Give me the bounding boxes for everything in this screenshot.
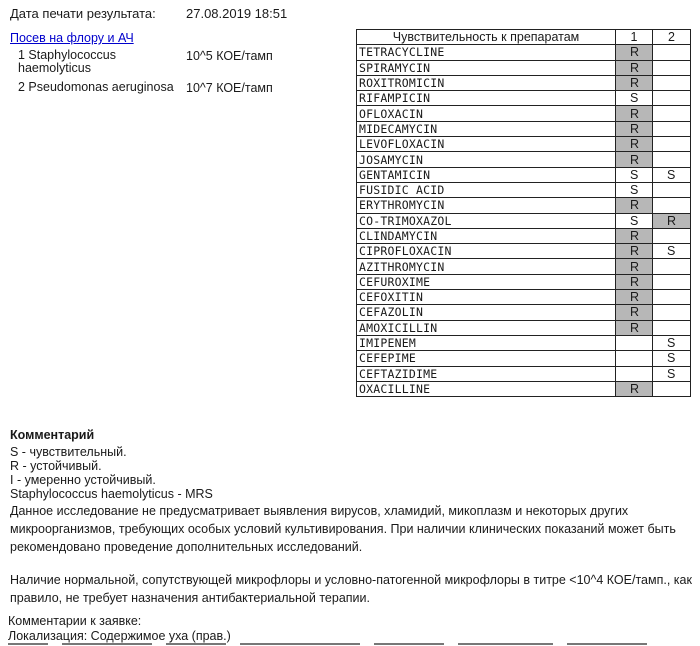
table-row [357, 121, 691, 136]
drug-name-cell: CLINDAMYCIN [357, 228, 616, 243]
result-cell-1: R [616, 290, 653, 305]
result-cell-2 [653, 320, 691, 335]
table-header-row [357, 30, 691, 45]
result-cell-1: R [616, 198, 653, 213]
result-cell-1: R [616, 259, 653, 274]
result-cell-2 [653, 381, 691, 396]
result-cell-1 [616, 366, 653, 381]
result-cell-1 [616, 335, 653, 350]
result-cell-2 [653, 152, 691, 167]
drug-name-cell: OFLOXACIN [357, 106, 616, 121]
result-cell-2 [653, 45, 691, 60]
result-cell-2 [653, 60, 691, 75]
legend-item: Staphylococcus haemolyticus - MRS [10, 487, 213, 501]
table-row [357, 182, 691, 197]
culture-test-link[interactable]: Посев на флору и АЧ [10, 31, 134, 45]
result-cell-1: R [616, 75, 653, 90]
table-row [357, 290, 691, 305]
legend [10, 445, 213, 501]
result-cell-1: R [616, 381, 653, 396]
result-cell-1: R [616, 152, 653, 167]
result-cell-2 [653, 182, 691, 197]
organism-1-count: 10^5 КОЕ/тамп [186, 49, 273, 63]
comment-title: Комментарий [10, 428, 95, 442]
drug-name-cell: TETRACYCLINE [357, 45, 616, 60]
result-cell-2 [653, 137, 691, 152]
result-cell-1: R [616, 228, 653, 243]
result-cell-1: R [616, 274, 653, 289]
result-cell-1: R [616, 137, 653, 152]
drug-name-cell: ROXITROMICIN [357, 75, 616, 90]
request-comments-title: Комментарии к заявке: [8, 614, 142, 628]
legend-item: R - устойчивый. [10, 459, 102, 473]
table-row [357, 137, 691, 152]
table-row [357, 351, 691, 366]
drug-name-cell: CEFTAZIDIME [357, 366, 616, 381]
table-row [357, 106, 691, 121]
legend-item: I - умеренно устойчивый. [10, 473, 156, 487]
sensitivity-table-body [357, 45, 691, 397]
print-date-value: 27.08.2019 18:51 [186, 6, 288, 21]
result-cell-2 [653, 198, 691, 213]
drug-name-cell: CO-TRIMOXAZOL [357, 213, 616, 228]
result-cell-1: R [616, 320, 653, 335]
sensitivity-table [356, 29, 691, 397]
request-localization: Локализация: Содержимое уха (прав.) [8, 629, 231, 643]
result-cell-1 [616, 351, 653, 366]
drug-name-cell: AMOXICILLIN [357, 320, 616, 335]
table-row [357, 259, 691, 274]
result-cell-1: S [616, 167, 653, 182]
drug-name-cell: OXACILLINE [357, 381, 616, 396]
table-row [357, 45, 691, 60]
result-cell-2: S [653, 167, 691, 182]
table-row [357, 167, 691, 182]
drug-name-cell: CIPROFLOXACIN [357, 244, 616, 259]
organism-2-count: 10^7 КОЕ/тамп [186, 81, 273, 95]
table-row [357, 244, 691, 259]
drug-name-cell: SPIRAMYCIN [357, 60, 616, 75]
result-cell-1: S [616, 182, 653, 197]
table-row [357, 228, 691, 243]
table-row [357, 198, 691, 213]
result-cell-2 [653, 91, 691, 106]
drug-name-cell: ERYTHROMYCIN [357, 198, 616, 213]
table-row [357, 60, 691, 75]
drug-name-cell: FUSIDIC ACID [357, 182, 616, 197]
drug-name-cell: CEFUROXIME [357, 274, 616, 289]
result-cell-2 [653, 106, 691, 121]
result-cell-2: R [653, 213, 691, 228]
table-row [357, 274, 691, 289]
result-cell-2: S [653, 351, 691, 366]
result-cell-2 [653, 121, 691, 136]
table-row [357, 91, 691, 106]
table-row [357, 366, 691, 381]
table-row [357, 152, 691, 167]
result-cell-2 [653, 75, 691, 90]
drug-name-cell: GENTAMICIN [357, 167, 616, 182]
drug-name-cell: AZITHROMYCIN [357, 259, 616, 274]
table-title: Чувствительность к препаратам [357, 30, 616, 45]
result-cell-2: S [653, 335, 691, 350]
result-cell-1: R [616, 305, 653, 320]
drug-name-cell: CEFEPIME [357, 351, 616, 366]
table-row [357, 335, 691, 350]
table-row [357, 320, 691, 335]
column-header-2: 2 [653, 30, 691, 45]
organism-1-name: 1 Staphylococcus haemolyticus [18, 48, 116, 75]
result-cell-2 [653, 259, 691, 274]
table-row [357, 213, 691, 228]
drug-name-cell: RIFAMPICIN [357, 91, 616, 106]
drug-name-cell: CEFOXITIN [357, 290, 616, 305]
table-row [357, 305, 691, 320]
drug-name-cell: MIDECAMYCIN [357, 121, 616, 136]
drug-name-cell: CEFAZOLIN [357, 305, 616, 320]
result-cell-1: R [616, 45, 653, 60]
result-cell-1: R [616, 60, 653, 75]
table-row [357, 381, 691, 396]
drug-name-cell: LEVOFLOXACIN [357, 137, 616, 152]
result-cell-2: S [653, 366, 691, 381]
table-row [357, 75, 691, 90]
disclaimer-paragraph: Данное исследование не предусматривает выявления вирусов, хламидий, микоплазм и некоторых других микроорганизмов, требующих особых условий культивирования. При наличии клинических показаний может быть рекомендовано проведение дополнительных исследований. [10, 504, 676, 554]
result-cell-2 [653, 290, 691, 305]
result-cell-1: S [616, 213, 653, 228]
column-header-1: 1 [616, 30, 653, 45]
result-cell-2 [653, 274, 691, 289]
result-cell-2 [653, 305, 691, 320]
result-cell-1: S [616, 91, 653, 106]
drug-name-cell: JOSAMYCIN [357, 152, 616, 167]
legend-item: S - чувствительный. [10, 445, 127, 459]
microflora-paragraph: Наличие нормальной, сопутствующей микрофлоры и условно-патогенной микрофлоры в титре <10^4 КОЕ/тамп., как правило, не требует назначения антибактериальной терапии. [10, 573, 692, 605]
result-cell-2: S [653, 244, 691, 259]
result-cell-1: R [616, 244, 653, 259]
drug-name-cell: IMIPENEM [357, 335, 616, 350]
result-cell-2 [653, 228, 691, 243]
organism-2-name: 2 Pseudomonas aeruginosa [18, 80, 174, 94]
print-date-label: Дата печати результата: [10, 6, 156, 21]
result-cell-1: R [616, 121, 653, 136]
result-cell-1: R [616, 106, 653, 121]
